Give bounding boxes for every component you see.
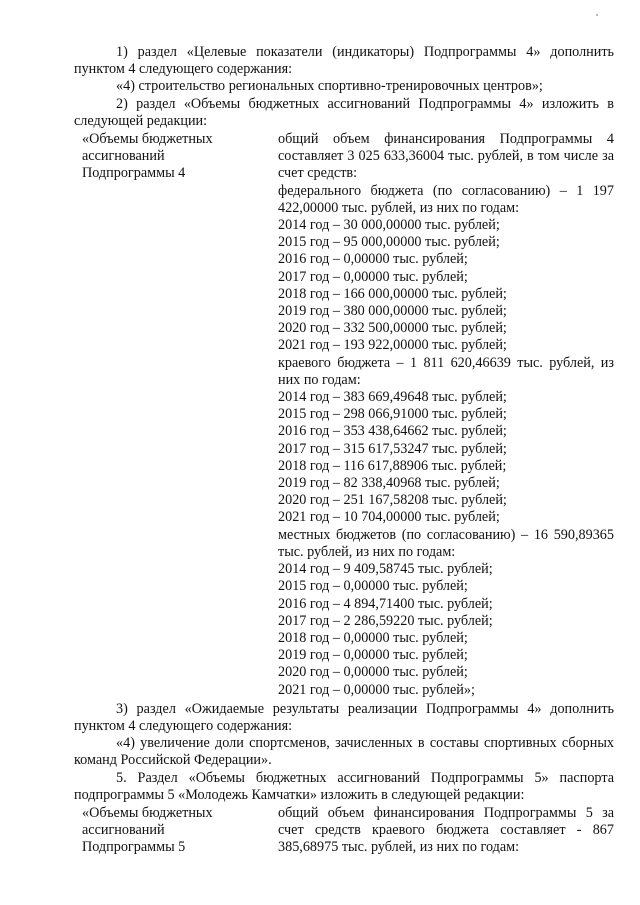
year-line: 2014 год – 383 669,49648 тыс. рублей; bbox=[278, 389, 507, 406]
year-line: 2020 год – 332 500,00000 тыс. рублей; bbox=[278, 320, 507, 337]
year-line: 2016 год – 4 894,71400 тыс. рублей; bbox=[278, 595, 493, 612]
label-line: Подпрограммы 5 bbox=[82, 839, 186, 856]
paragraph-item-3: 3) раздел «Ожидаемые результаты реализации Подпрограммы 4» дополнить пунктом 4 следующего содержания: bbox=[74, 700, 614, 734]
year-line: 2016 год – 0,00000 тыс. рублей; bbox=[278, 251, 468, 268]
scan-mark bbox=[596, 14, 598, 16]
year-line: 2016 год – 353 438,64662 тыс. рублей; bbox=[278, 423, 507, 440]
year-line: 2017 год – 315 617,53247 тыс. рублей; bbox=[278, 440, 507, 457]
table-row-value bbox=[278, 805, 614, 857]
document-page bbox=[74, 44, 614, 857]
year-line: 2019 год – 82 338,40968 тыс. рублей; bbox=[278, 475, 500, 492]
table-row-label bbox=[74, 805, 278, 857]
year-line: 2015 год – 0,00000 тыс. рублей; bbox=[278, 578, 468, 595]
local-year-list bbox=[278, 561, 614, 699]
year-line: 2017 год – 2 286,59220 тыс. рублей; bbox=[278, 612, 493, 629]
year-line: 2020 год – 251 167,58208 тыс. рублей; bbox=[278, 492, 507, 509]
year-line: 2014 год – 9 409,58745 тыс. рублей; bbox=[278, 561, 493, 578]
paragraph-section-5: 5. Раздел «Объемы бюджетных ассигнований Подпрограммы 5» паспорта подпрограммы 5 «Молодежь Камчатки» изложить в следующей редакции: bbox=[74, 769, 614, 803]
label-line: ассигнований bbox=[82, 148, 165, 165]
paragraph-item-2: 2) раздел «Объемы бюджетных ассигнований Подпрограммы 4» изложить в следующей редакции: bbox=[74, 95, 614, 129]
year-line: 2019 год – 380 000,00000 тыс. рублей; bbox=[278, 303, 507, 320]
year-line: 2017 год – 0,00000 тыс. рублей; bbox=[278, 268, 468, 285]
year-line: 2014 год – 30 000,00000 тыс. рублей; bbox=[278, 217, 500, 234]
regional-year-list bbox=[278, 389, 614, 527]
paragraph-quote-athletes: «4) увеличение доли спортсменов, зачисленных в составы спортивных сборных команд Российской Федерации». bbox=[74, 735, 614, 769]
year-line: 2015 год – 298 066,91000 тыс. рублей; bbox=[278, 406, 507, 423]
table-row-label bbox=[74, 131, 278, 699]
paragraph-quote-centers: «4) строительство региональных спортивно-тренировочных центров»; bbox=[116, 78, 543, 95]
year-line: 2021 год – 193 922,00000 тыс. рублей; bbox=[278, 337, 507, 354]
total-financing-text: общий объем финансирования Подпрограммы 4 составляет 3 025 633,36004 тыс. рублей, в том числе за счет средств: bbox=[278, 131, 614, 182]
year-line: 2020 год – 0,00000 тыс. рублей; bbox=[278, 664, 468, 681]
label-line: ассигнований bbox=[82, 822, 165, 839]
year-line: 2018 год – 166 000,00000 тыс. рублей; bbox=[278, 285, 507, 302]
label-line: «Объемы бюджетных bbox=[82, 131, 213, 148]
year-line: 2019 год – 0,00000 тыс. рублей; bbox=[278, 647, 468, 664]
federal-year-list bbox=[278, 217, 614, 355]
year-line: 2021 год – 0,00000 тыс. рублей»; bbox=[278, 681, 475, 698]
label-line: Подпрограммы 4 bbox=[82, 165, 186, 182]
budget-table-subprogram-4 bbox=[74, 131, 614, 699]
year-line: 2021 год – 10 704,00000 тыс. рублей; bbox=[278, 509, 500, 526]
year-line: 2018 год – 116 617,88906 тыс. рублей; bbox=[278, 457, 507, 474]
budget-table-subprogram-5 bbox=[74, 805, 614, 857]
year-line: 2018 год – 0,00000 тыс. рублей; bbox=[278, 629, 468, 646]
year-line: 2015 год – 95 000,00000 тыс. рублей; bbox=[278, 234, 500, 251]
federal-budget-heading: федерального бюджета (по согласованию) – 1 197 422,00000 тыс. рублей, из них по годам: bbox=[278, 182, 614, 216]
regional-budget-heading: краевого бюджета – 1 811 620,46639 тыс. рублей, из них по годам: bbox=[278, 354, 614, 388]
paragraph-item-1: 1) раздел «Целевые показатели (индикаторы) Подпрограммы 4» дополнить пунктом 4 следующего содержания: bbox=[74, 44, 614, 78]
label-line: «Объемы бюджетных bbox=[82, 804, 213, 821]
table-row-value bbox=[278, 131, 614, 699]
local-budget-heading: местных бюджетов (по согласованию) – 16 590,89365 тыс. рублей, из них по годам: bbox=[278, 526, 614, 560]
total-financing-text: общий объем финансирования Подпрограммы 5 за счет средств краевого бюджета составляет - 867 385,68975 тыс. рублей, из них по годам: bbox=[278, 804, 614, 856]
